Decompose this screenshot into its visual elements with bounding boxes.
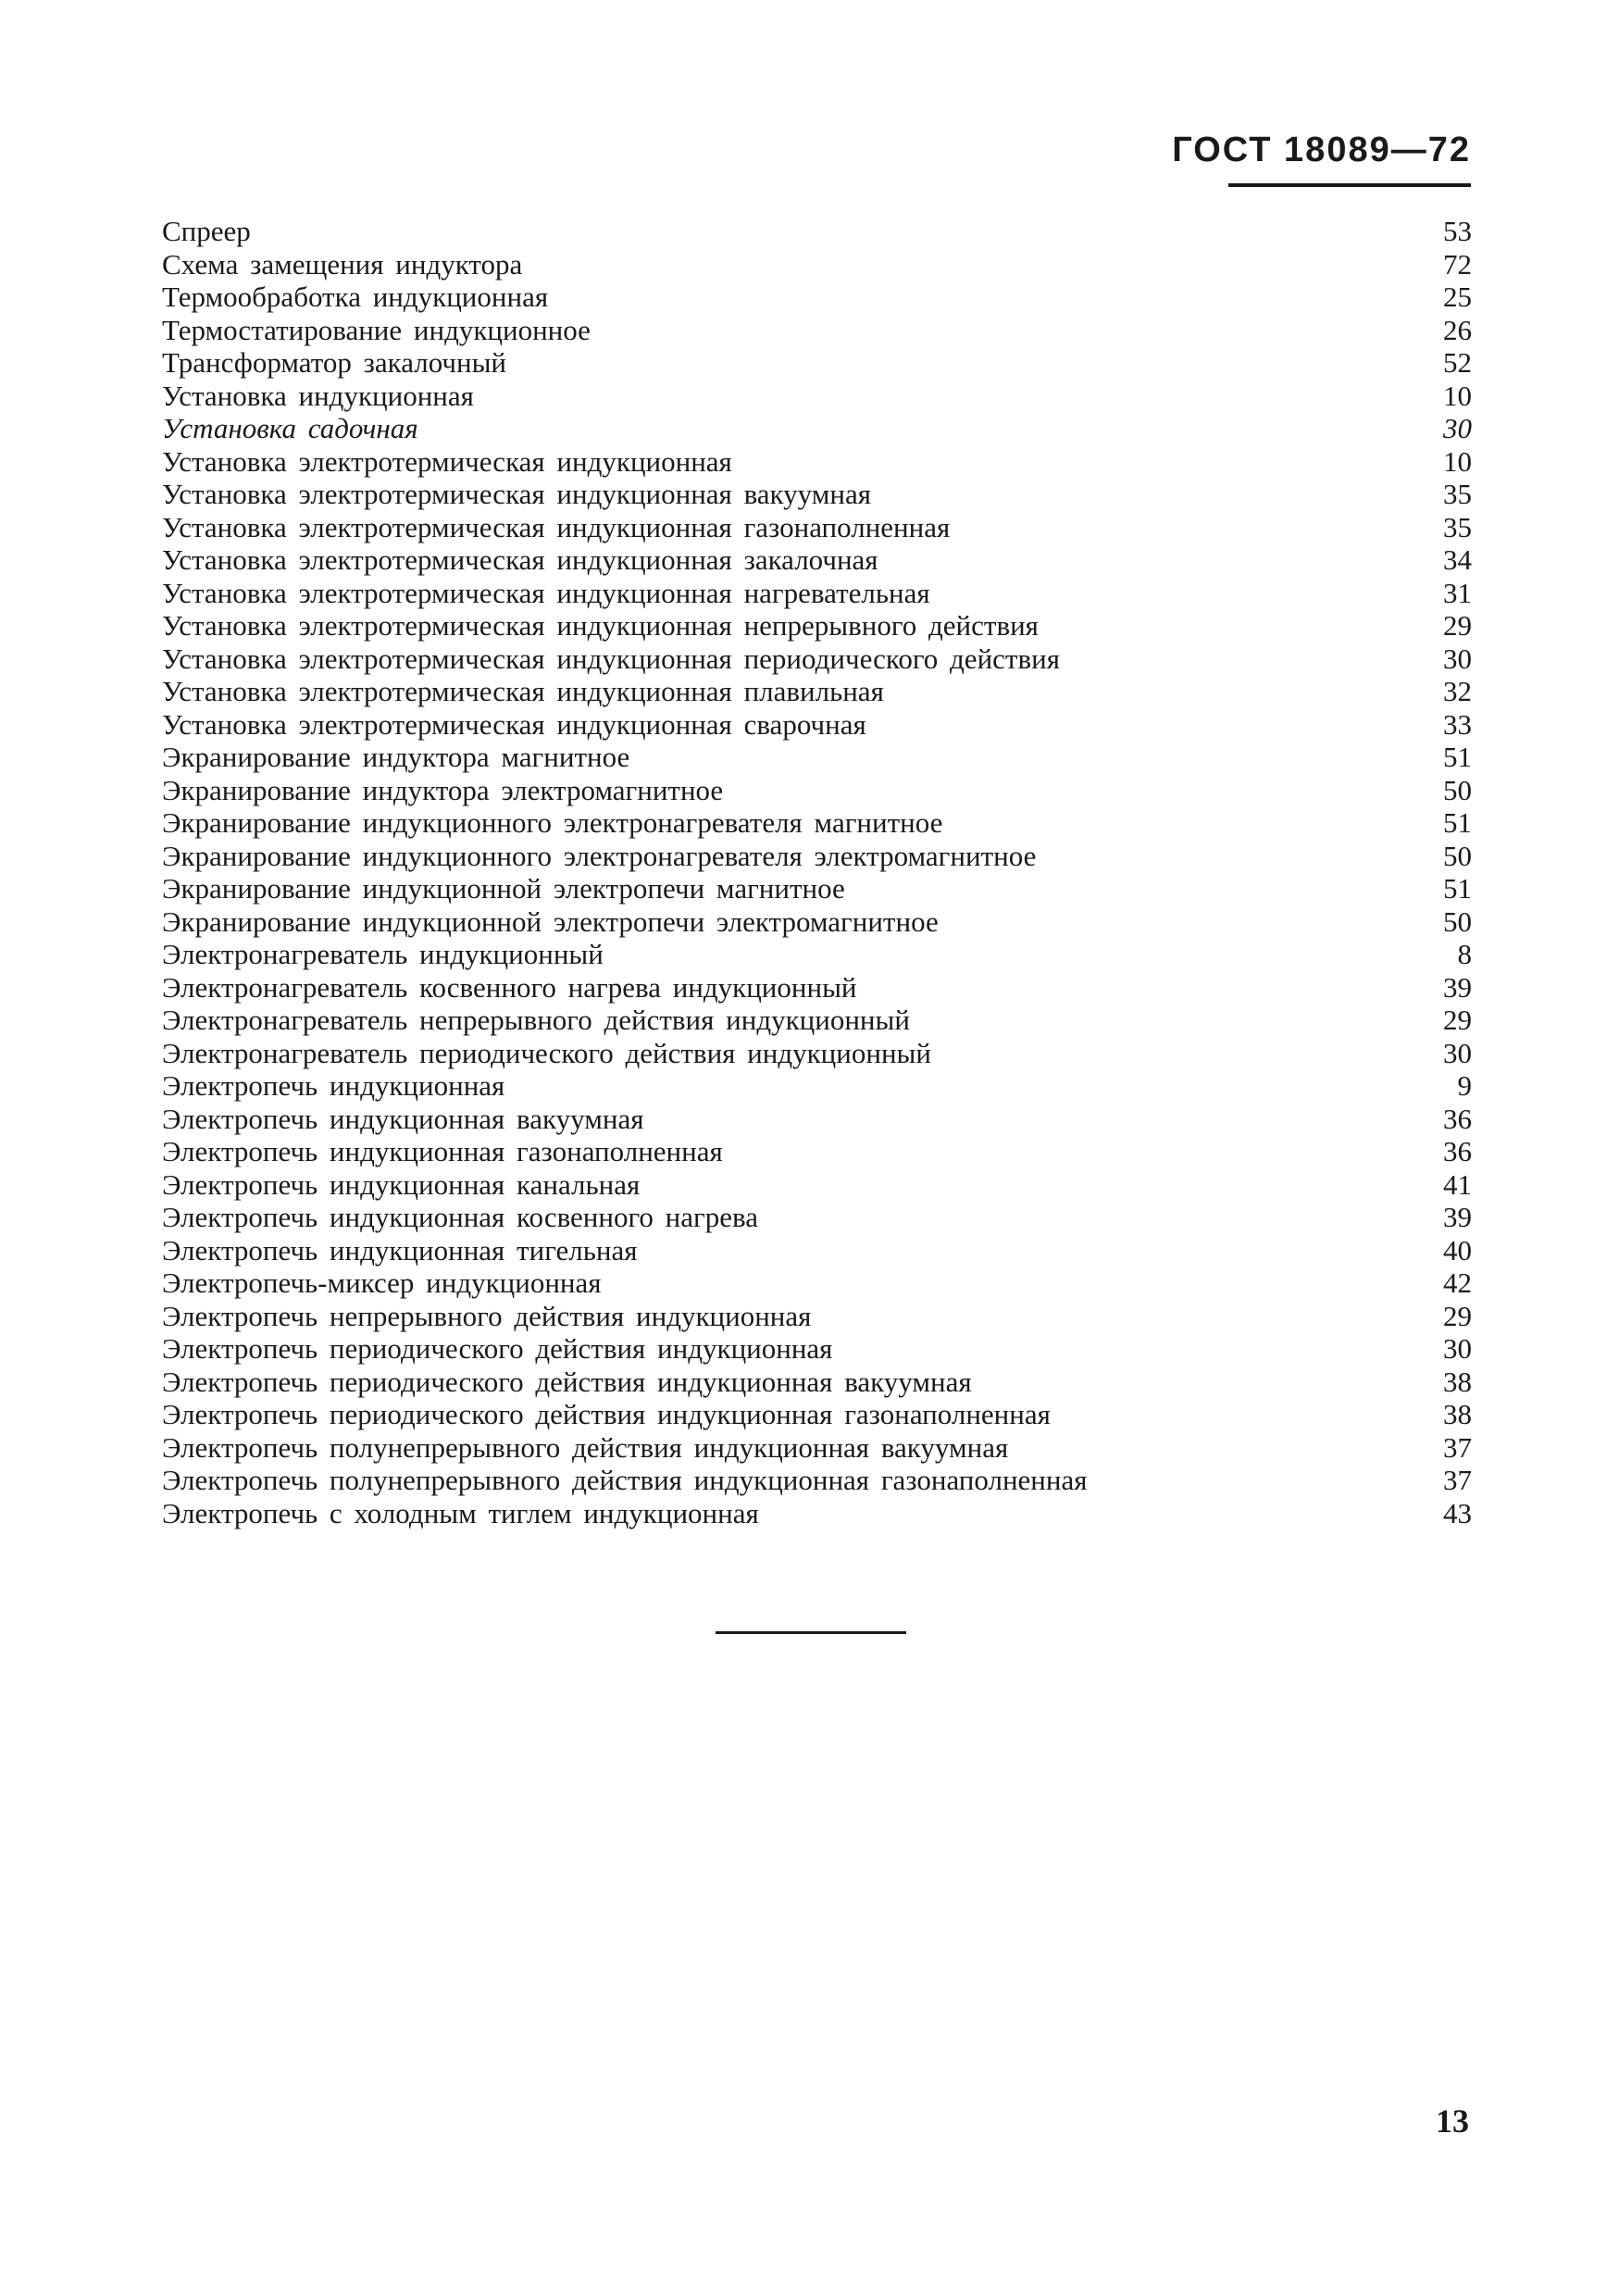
- index-page-ref: 37: [1443, 1464, 1472, 1496]
- index-term: Электронагреватель непрерывного действия индукционный: [162, 1004, 910, 1036]
- index-term: Электропечь индукционная: [162, 1069, 505, 1102]
- index-entry: [162, 1300, 1472, 1333]
- index-page-ref: 53: [1443, 215, 1472, 247]
- index-entry: [162, 938, 1472, 971]
- index-term: Электропечь непрерывного действия индукционная: [162, 1299, 812, 1332]
- index-term: Экранирование индукционного электронагревателя электромагнитное: [162, 839, 1037, 872]
- index-term: Электропечь индукционная газонаполненная: [162, 1135, 723, 1167]
- index-entry: [162, 1037, 1472, 1070]
- index-entry: [162, 675, 1472, 708]
- index-term: Установка электротермическая индукционная: [162, 444, 732, 478]
- index-entry: [162, 1431, 1472, 1465]
- index-page-ref: 43: [1443, 1496, 1472, 1529]
- index-page-ref: 31: [1443, 576, 1472, 609]
- index-page-ref: 9: [1457, 1069, 1472, 1102]
- index-page-ref: 10: [1443, 444, 1472, 478]
- index-page-ref: 39: [1443, 1201, 1472, 1233]
- index-page-ref: 50: [1443, 905, 1472, 938]
- index-term: Термостатирование индукционное: [162, 313, 591, 346]
- index-entry: [162, 1004, 1472, 1037]
- index-page-ref: 8: [1457, 938, 1472, 970]
- index-term: Установка электротермическая индукционная плавильная: [162, 675, 884, 707]
- index-entry: [162, 1168, 1472, 1202]
- index-entry: [162, 248, 1472, 281]
- index-term: Установка садочная: [162, 412, 418, 444]
- index-page-ref: 35: [1443, 478, 1472, 510]
- index-entry: [162, 215, 1472, 248]
- index-page-ref: 32: [1443, 675, 1472, 707]
- index-term: Электропечь индукционная канальная: [162, 1167, 641, 1201]
- index-entry: [162, 806, 1472, 840]
- header-underline: [1228, 183, 1471, 187]
- index-page-ref: 51: [1443, 806, 1472, 839]
- index-page-ref: 35: [1443, 510, 1472, 543]
- index-page-ref: 40: [1443, 1233, 1472, 1267]
- index-entry: [162, 1464, 1472, 1497]
- index-term: Установка индукционная: [162, 379, 474, 412]
- index-term: Электропечь индукционная вакуумная: [162, 1102, 644, 1135]
- index-entry: [162, 1398, 1472, 1431]
- index-page-ref: 30: [1443, 412, 1472, 444]
- document-code: ГОСТ 18089—72: [1172, 131, 1471, 169]
- index-entry: [162, 1366, 1472, 1399]
- index-entry: [162, 314, 1472, 347]
- index-page-ref: 30: [1443, 1036, 1472, 1069]
- index-entry: [162, 1069, 1472, 1103]
- index-entry: [162, 872, 1472, 905]
- index-entry: [162, 643, 1472, 676]
- index-entry: [162, 1201, 1472, 1234]
- index-page-ref: 36: [1443, 1135, 1472, 1167]
- index-page-ref: 39: [1443, 970, 1472, 1004]
- index-page-ref: 50: [1443, 839, 1472, 872]
- index-page-ref: 10: [1443, 379, 1472, 412]
- index-page-ref: 41: [1443, 1167, 1472, 1201]
- index-page-ref: 72: [1443, 247, 1472, 281]
- index-page-ref: 30: [1443, 1332, 1472, 1365]
- index-term: Электропечь с холодным тиглем индукционная: [162, 1496, 759, 1529]
- index-page-ref: 25: [1443, 281, 1472, 313]
- index-term: Установка электротермическая индукционная периодического действия: [162, 642, 1060, 675]
- page-header: [1172, 130, 1471, 187]
- index-entry: [162, 609, 1472, 643]
- index-entry: [162, 412, 1472, 445]
- index-term: Термообработка индукционная: [162, 281, 549, 313]
- index-page-ref: 26: [1443, 313, 1472, 346]
- index-entry: [162, 1103, 1472, 1136]
- index-page-ref: 38: [1443, 1365, 1472, 1398]
- index-entry: [162, 380, 1472, 413]
- index-entry: [162, 281, 1472, 314]
- index-term: Установка электротермическая индукционная нагревательная: [162, 576, 930, 609]
- index-page-ref: 42: [1443, 1267, 1472, 1299]
- index-page-ref: 52: [1443, 346, 1472, 379]
- index-term: Экранирование индукционной электропечи электромагнитное: [162, 905, 939, 938]
- index-entry: [162, 1234, 1472, 1267]
- index-term: Электропечь-миксер индукционная: [162, 1267, 602, 1299]
- index-term: Схема замещения индуктора: [162, 247, 523, 281]
- index-page-ref: 34: [1443, 543, 1472, 576]
- index-entry: [162, 511, 1472, 544]
- index-entry: [162, 1267, 1472, 1300]
- index-term: Электропечь индукционная тигельная: [162, 1233, 638, 1267]
- index-term: Электропечь полунепрерывного действия индукционная газонаполненная: [162, 1464, 1088, 1496]
- index-entry: [162, 1332, 1472, 1366]
- index-term: Установка электротермическая индукционная газонаполненная: [162, 510, 951, 543]
- index-term: Электронагреватель косвенного нагрева индукционный: [162, 970, 857, 1004]
- page-number: 13: [1436, 2103, 1469, 2140]
- index-entry: [162, 708, 1472, 742]
- index-entry: [162, 971, 1472, 1004]
- index-page-ref: 29: [1443, 609, 1472, 642]
- index-page-ref: 30: [1443, 642, 1472, 675]
- index-page-ref: 36: [1443, 1102, 1472, 1135]
- index-term: Экранирование индуктора электромагнитное: [162, 773, 724, 806]
- index-entry: [162, 905, 1472, 939]
- alphabetical-index: [162, 215, 1472, 1529]
- index-entry: [162, 1497, 1472, 1530]
- index-term: Электропечь индукционная косвенного нагрева: [162, 1201, 758, 1233]
- index-term: Спреер: [162, 215, 251, 247]
- index-term: Трансформатор закалочный: [162, 346, 507, 379]
- index-page-ref: 50: [1443, 773, 1472, 806]
- index-entry: [162, 543, 1472, 577]
- index-entry: [162, 1135, 1472, 1168]
- index-entry: [162, 840, 1472, 873]
- index-term: Установка электротермическая индукционная вакуумная: [162, 478, 871, 510]
- index-page-ref: 37: [1443, 1430, 1472, 1464]
- index-page-ref: 51: [1443, 872, 1472, 905]
- index-page-ref: 29: [1443, 1004, 1472, 1036]
- index-term: Электропечь периодического действия индукционная газонаполненная: [162, 1398, 1051, 1430]
- index-entry: [162, 445, 1472, 479]
- index-term: Электропечь периодического действия индукционная вакуумная: [162, 1365, 972, 1398]
- end-of-index-rule: [716, 1631, 906, 1634]
- index-entry: [162, 774, 1472, 807]
- index-term: Установка электротермическая индукционная закалочная: [162, 543, 878, 576]
- index-term: Электронагреватель периодического действия индукционный: [162, 1036, 931, 1069]
- index-term: Установка электротермическая индукционная сварочная: [162, 707, 866, 741]
- index-entry: [162, 346, 1472, 380]
- index-entry: [162, 741, 1472, 774]
- index-entry: [162, 577, 1472, 610]
- index-term: Экранирование индукционной электропечи магнитное: [162, 872, 845, 905]
- index-term: Электропечь периодического действия индукционная: [162, 1332, 833, 1365]
- index-page-ref: 51: [1443, 741, 1472, 773]
- index-term: Экранирование индукционного электронагревателя магнитное: [162, 806, 943, 839]
- index-page-ref: 38: [1443, 1398, 1472, 1430]
- index-page-ref: 33: [1443, 707, 1472, 741]
- index-page-ref: 29: [1443, 1299, 1472, 1332]
- index-term: Электропечь полунепрерывного действия индукционная вакуумная: [162, 1430, 1009, 1464]
- index-term: Установка электротермическая индукционная непрерывного действия: [162, 609, 1039, 642]
- index-term: Экранирование индуктора магнитное: [162, 741, 630, 773]
- index-term: Электронагреватель индукционный: [162, 938, 604, 970]
- index-entry: [162, 478, 1472, 511]
